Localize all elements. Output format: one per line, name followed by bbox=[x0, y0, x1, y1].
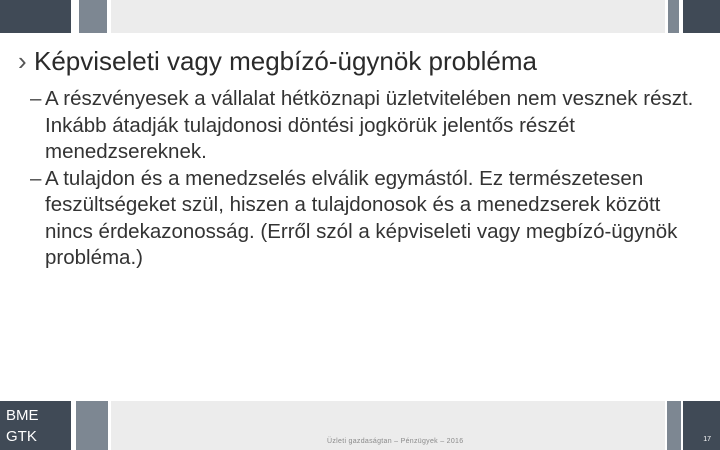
logo-line-2: GTK bbox=[6, 428, 37, 445]
footer-band-mid-left bbox=[76, 401, 108, 450]
header-band-dark-left bbox=[0, 0, 71, 33]
footer-caption: Üzleti gazdaságtan – Pénzügyek – 2016 bbox=[327, 438, 464, 445]
slide-title-text: Képviseleti vagy megbízó-ügynök probléma bbox=[34, 46, 537, 76]
dash-icon: – bbox=[30, 166, 42, 190]
logo-line-1: BME bbox=[6, 407, 39, 424]
header-band-mid-right bbox=[668, 0, 679, 33]
list-item bbox=[28, 86, 708, 166]
page-number: 17 bbox=[703, 436, 711, 443]
dash-icon: – bbox=[30, 87, 42, 110]
bullet-list bbox=[28, 86, 708, 272]
header-band-light bbox=[111, 0, 665, 33]
bullet-text: A részvényesek a vállalat hétköznapi üzletvitelében nem vesznek részt. Inkább átadják tulajdonosi döntési jogkörük jelentős részét menedzsereknek. bbox=[45, 87, 694, 163]
slide-title bbox=[18, 44, 708, 78]
chevron-right-icon: › bbox=[18, 46, 27, 76]
footer-band-mid-right bbox=[667, 401, 681, 450]
list-item bbox=[28, 166, 708, 272]
footer-band-dark-right bbox=[683, 401, 720, 450]
header-band-dark-right bbox=[683, 0, 720, 33]
bme-gtk-logo bbox=[0, 401, 71, 450]
header-band-mid-left bbox=[79, 0, 107, 33]
bullet-text: A tulajdon és a menedzselés elválik egymástól. Ez természetesen feszültségeket szül, hiszen a tulajdonosok és a menedzserek között nincs érdekazonosság. (Erről szól a képviseleti vagy megbízó-ügynök probléma.) bbox=[45, 166, 678, 269]
